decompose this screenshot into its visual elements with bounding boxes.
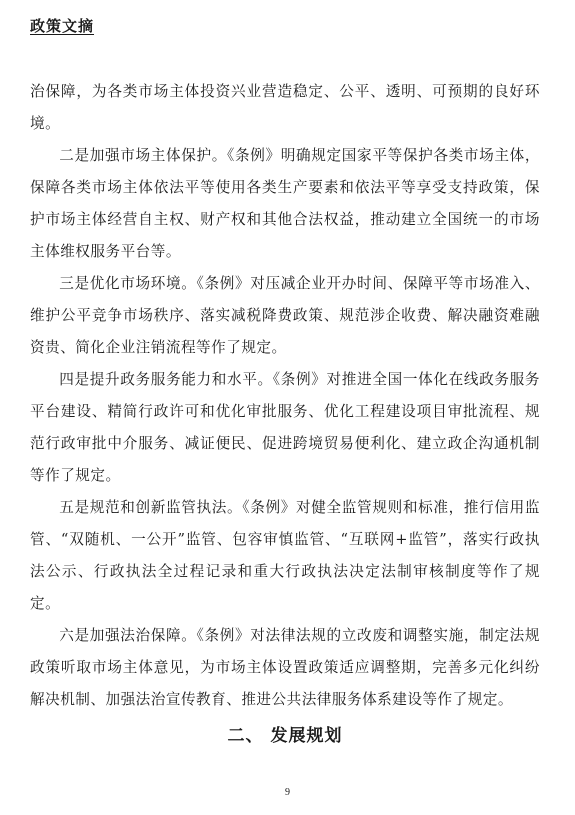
paragraph-market-entity-protection: 二是加强市场主体保护。《条例》明确规定国家平等保护各类市场主体，保障各类市场主体依法平等使用各类生产要素和依法平等享受支持政策，保护市场主体经营自主权、财产权和其他合法权益，推动建立全国统一的市场主体维权服务平台等。 — [30, 147, 540, 260]
paragraph-government-services: 四是提升政务服务能力和水平。《条例》对推进全国一体化在线政务服务平台建设、精简行政许可和优化审批服务、优化工程建设项目审批流程、规范行政审批中介服务、减证便民、促进跨境贸易便利化、建立政企沟通机制等作了规定。 — [30, 371, 540, 484]
paragraph-continuation: 治保障，为各类市场主体投资兴业营造稳定、公平、透明、可预期的良好环境。 — [30, 83, 540, 132]
document-header-title: 政策文摘 — [30, 17, 95, 35]
section-heading: 二、 发展规划 — [227, 726, 343, 746]
page-number: 9 — [285, 787, 290, 798]
paragraph-rule-of-law: 六是加强法治保障。《条例》对法律法规的立改废和调整实施，制定法规政策听取市场主体意见，为市场主体设置政策适应调整期，完善多元化纠纷解决机制、加强法治宣传教育、推进公共法律服务体系建设等作了规定。 — [30, 627, 540, 708]
paragraph-regulation-enforcement: 五是规范和创新监管执法。《条例》对健全监管规则和标准，推行信用监管、“双随机、一公开”监管、包容审慎监管、“互联网+监管”，落实行政执法公示、行政执法全过程记录和重大行政执法决定法制审核制度等作了规定。 — [30, 499, 540, 612]
document-body — [30, 76, 540, 754]
paragraph-market-environment: 三是优化市场环境。《条例》对压减企业开办时间、保障平等市场准入、维护公平竞争市场秩序、落实减税降费政策、规范涉企收费、解决融资难融资贵、简化企业注销流程等作了规定。 — [30, 275, 540, 356]
